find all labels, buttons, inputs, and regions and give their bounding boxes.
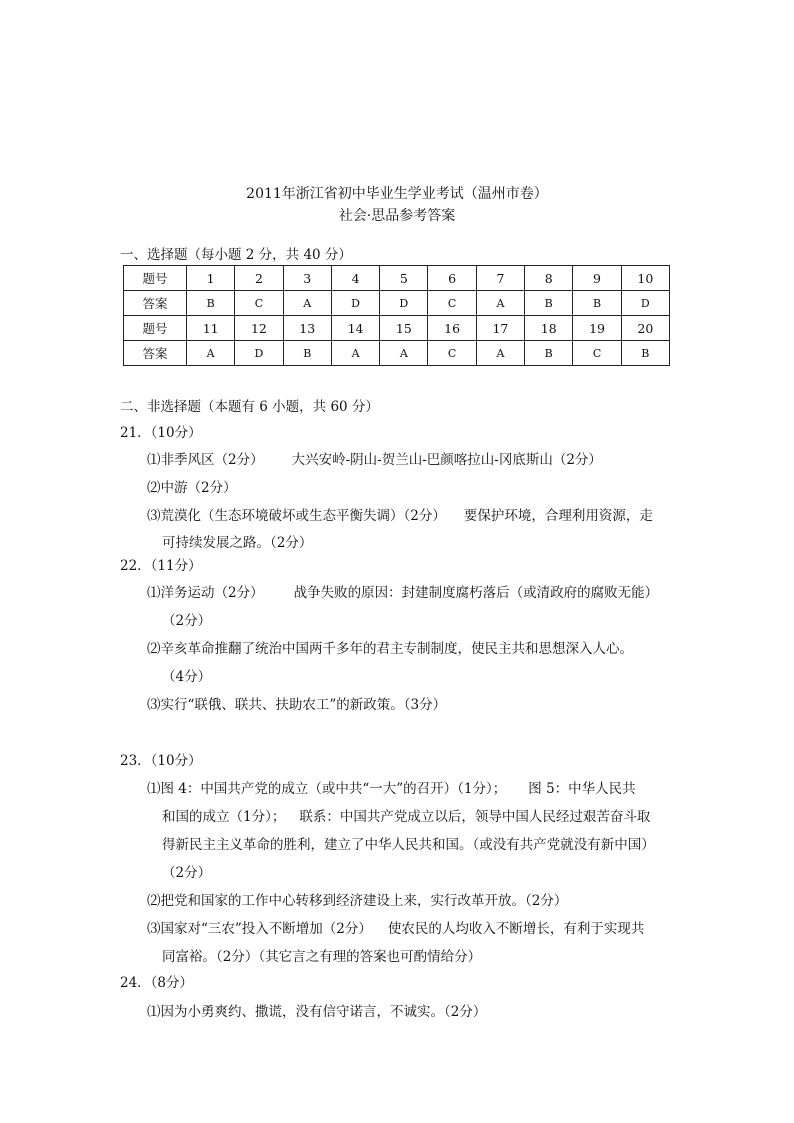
- table-cell: 18: [525, 316, 573, 341]
- table-cell: 17: [476, 316, 524, 341]
- table-cell: 14: [331, 316, 379, 341]
- table-cell: A: [476, 341, 524, 366]
- document-title: 2011年浙江省初中毕业生学业考试（温州市卷）: [246, 186, 548, 202]
- table-cell: D: [621, 291, 669, 316]
- q23-answer-1f: （2分）: [162, 865, 212, 881]
- q22-answer-3: ⑶实行“联俄、联共、扶助农工”的新政策。（3分）: [147, 697, 447, 713]
- table-row: [124, 316, 670, 341]
- section2-heading: 二、非选择题（本题有 6 小题，共 60 分）: [120, 399, 379, 415]
- row-label: 答案: [124, 341, 187, 366]
- table-cell: 9: [573, 266, 621, 291]
- q22-answer-1c: （2分）: [162, 613, 212, 629]
- table-cell: C: [573, 341, 621, 366]
- q23-answer-1: [147, 777, 636, 797]
- table-cell: 3: [283, 266, 331, 291]
- q21-answer-3a: ⑶荒漠化（生态环境破坏或生态平衡失调）（2分）: [147, 508, 446, 524]
- table-cell: 13: [283, 316, 331, 341]
- q21-answer-1: [147, 448, 602, 468]
- q23-answer-1-line2: [162, 805, 650, 825]
- q23-answer-3c: 同富裕。（2分）（其它言之有理的答案也可酌情给分）: [162, 949, 482, 965]
- table-cell: C: [428, 291, 476, 316]
- q23-answer-1c: 和国的成立（1分）；: [162, 809, 286, 825]
- row-label: 题号: [124, 316, 187, 341]
- answer-table: [123, 265, 670, 366]
- q22-answer-1b: 战争失败的原因：封建制度腐朽落后（或清政府的腐败无能）: [293, 585, 659, 601]
- table-cell: 16: [428, 316, 476, 341]
- table-cell: B: [187, 291, 235, 316]
- table-cell: A: [476, 291, 524, 316]
- q23-answer-3b: 使农民的人均收入不断增长，有利于实现共: [387, 921, 645, 937]
- q22-answer-2b: （4分）: [162, 669, 212, 685]
- section1-heading: 一、选择题（每小题 2 分，共 40 分）: [120, 247, 352, 263]
- table-cell: D: [235, 341, 283, 366]
- table-cell: 12: [235, 316, 283, 341]
- q23-answer-1b: 图 5：中华人民共: [528, 781, 636, 797]
- table-cell: D: [380, 291, 428, 316]
- table-cell: 11: [187, 316, 235, 341]
- table-cell: B: [573, 291, 621, 316]
- table-cell: 7: [476, 266, 524, 291]
- table-cell: C: [428, 341, 476, 366]
- q22-answer-2a: ⑵辛亥革命推翻了统治中国两千多年的君主专制制度，使民主共和思想深入人心。: [147, 641, 633, 657]
- q22-answer-1: [147, 581, 658, 601]
- q21-answer-2: ⑵中游（2分）: [147, 480, 237, 496]
- q21-answer-3b: 要保护环境，合理利用资源，走: [463, 508, 653, 524]
- table-cell: B: [283, 341, 331, 366]
- q23-answer-1d: 联系：中国共产党成立以后，领导中国人民经过艰苦奋斗取: [299, 809, 651, 825]
- table-cell: B: [621, 341, 669, 366]
- table-cell: 6: [428, 266, 476, 291]
- q23-answer-1a: ⑴图 4：中国共产党的成立（或中共“一大”的召开）（1分）；: [147, 781, 507, 797]
- q23-answer-2: ⑵把党和国家的工作中心转移到经济建设上来，实行改革开放。（2分）: [147, 893, 568, 909]
- table-cell: 15: [380, 316, 428, 341]
- table-cell: 19: [573, 316, 621, 341]
- q22-answer-1a: ⑴洋务运动（2分）: [147, 585, 264, 601]
- table-cell: 1: [187, 266, 235, 291]
- table-cell: B: [525, 291, 573, 316]
- table-cell: 20: [621, 316, 669, 341]
- row-label: 答案: [124, 291, 187, 316]
- row-label: 题号: [124, 266, 187, 291]
- q23-answer-3a: ⑶国家对“三农”投入不断增加（2分）: [147, 921, 372, 937]
- table-cell: D: [331, 291, 379, 316]
- table-cell: 2: [235, 266, 283, 291]
- table-cell: 10: [621, 266, 669, 291]
- table-cell: B: [525, 341, 573, 366]
- table-cell: 5: [380, 266, 428, 291]
- q21-answer-3c: 可持续发展之路。（2分）: [162, 535, 313, 551]
- q21-answer-3: [147, 504, 653, 524]
- q23-number: 23．（10分）: [120, 753, 202, 769]
- q22-number: 22．（11分）: [120, 558, 202, 574]
- q23-answer-3: [147, 917, 644, 937]
- q24-answer-1: ⑴因为小勇爽约、撒谎，没有信守诺言，不诚实。（2分）: [147, 1004, 487, 1020]
- q23-answer-1e: 得新民主主义革命的胜利，建立了中华人民共和国。（或没有共产党就没有新中国）: [162, 837, 655, 853]
- table-cell: A: [331, 341, 379, 366]
- table-row: [124, 341, 670, 366]
- q21-answer-1b: 大兴安岭-阴山-贺兰山-巴颜喀拉山-冈底斯山（2分）: [291, 452, 602, 468]
- q24-number: 24．（8分）: [120, 975, 194, 991]
- q21-answer-1a: ⑴非季风区（2分）: [147, 452, 264, 468]
- table-cell: A: [283, 291, 331, 316]
- table-cell: A: [380, 341, 428, 366]
- table-cell: 8: [525, 266, 573, 291]
- table-cell: 4: [331, 266, 379, 291]
- table-row: [124, 266, 670, 291]
- q21-number: 21．（10分）: [120, 425, 202, 441]
- table-row: [124, 291, 670, 316]
- table-cell: C: [235, 291, 283, 316]
- document-subtitle: 社会·思品参考答案: [338, 208, 456, 224]
- table-cell: A: [187, 341, 235, 366]
